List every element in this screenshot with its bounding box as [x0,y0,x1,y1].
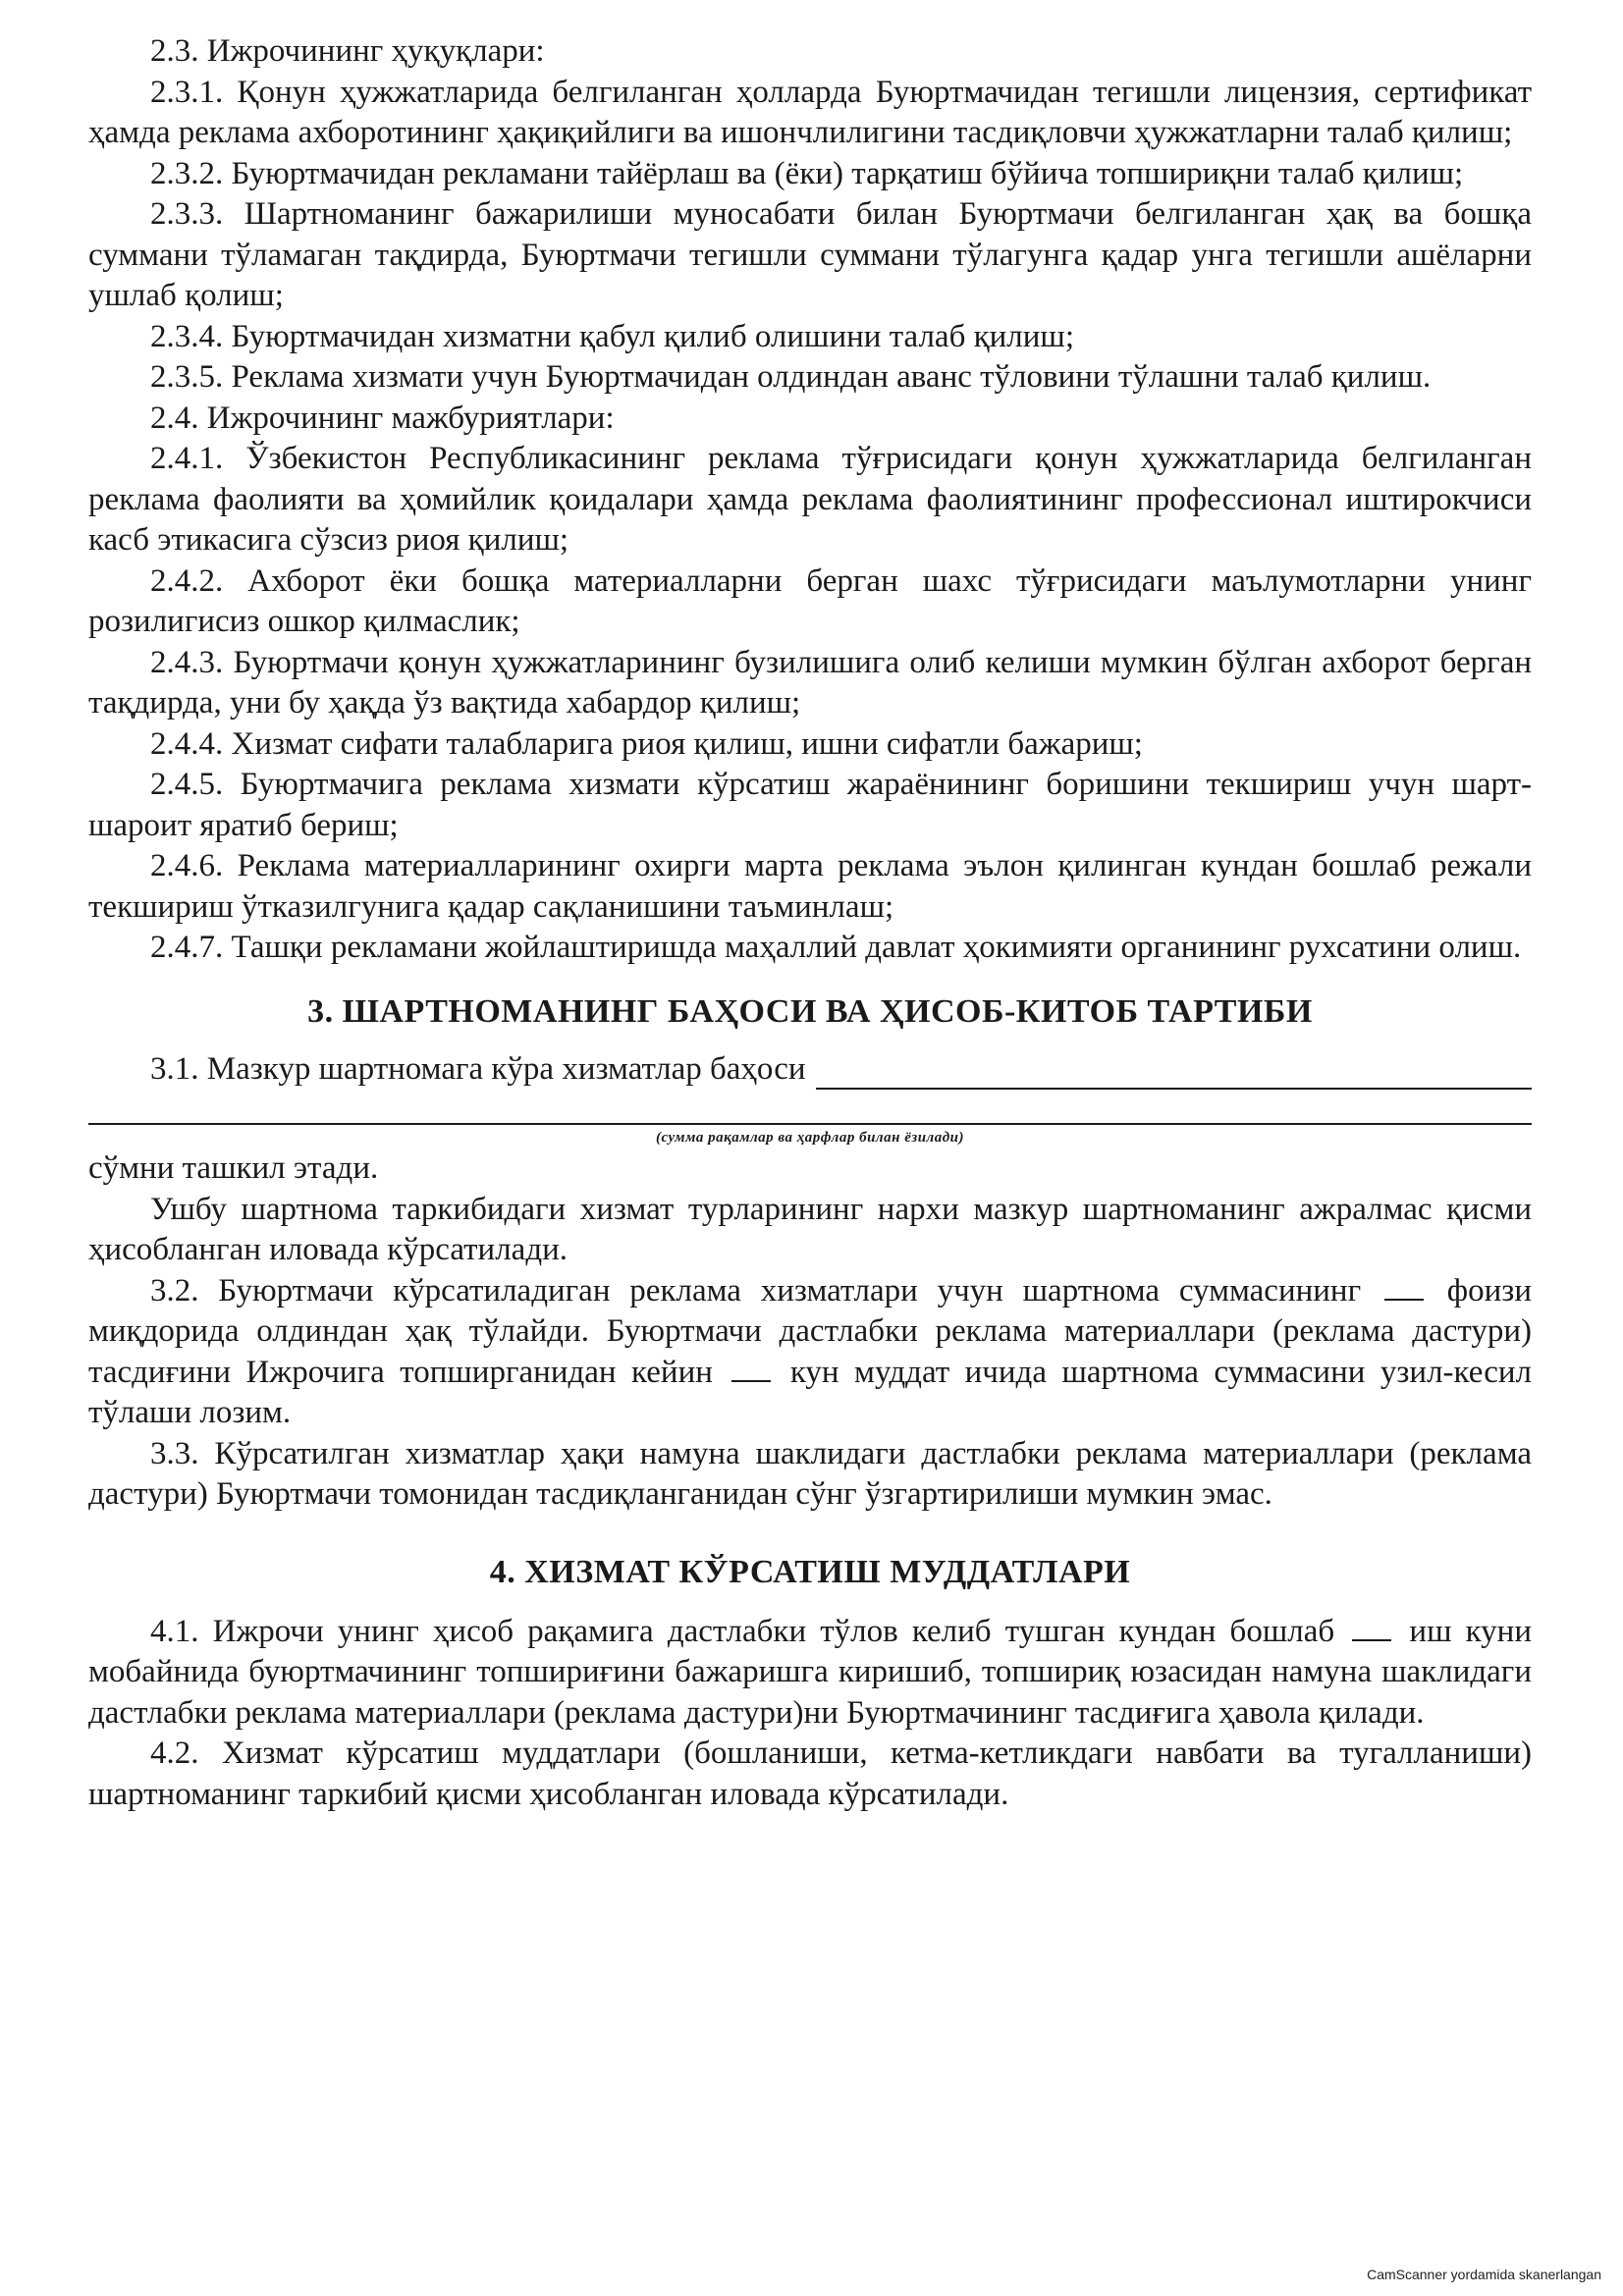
clause-2-4: 2.4. Ижрочининг мажбуриятлари: [150,400,615,436]
percent-blank [1384,1273,1424,1301]
document-body [88,31,1532,1815]
scanner-watermark: CamScanner yordamida skanerlangan [1367,2267,1601,2282]
clause-2-3-1: 2.3.1. Қонун ҳужжатларида белгиланган ҳолларда Буюртмачидан тегишли лицензия, сертификат ҳамда реклама ахборотининг ҳақиқийлиги ва ишончлилигини тасдиқловчи ҳужжатларни талаб қилиш; [88,74,1532,150]
section-3-heading: 3. ШАРТНОМАНИНГ БАҲОСИ ВА ҲИСОБ-КИТОБ ТАРТИБИ [307,992,1313,1030]
clause-2-3-4: 2.3.4. Буюртмачидан хизматни қабул қилиб олишини талаб қилиш; [150,318,1075,354]
clause-2-4-5: 2.4.5. Буюртмачига реклама хизмати кўрсатиш жараёнининг боришини текшириш учун шарт-шароит яратиб бериш; [88,767,1532,843]
clause-4-1-part-b: иш куни мобайнида буюртмачининг топшириғини бажаришга киришиб, топшириқ юзасидан намуна шаклидаги дастлабки реклама материаллари (реклама дастури)ни Буюртмачининг тасдиғига ҳавола қилади. [88,1613,1532,1731]
clause-3-1-lead: 3.1. Мазкур шартномага кўра хизматлар баҳоси [150,1050,806,1087]
days-blank [731,1355,771,1382]
section-4-heading: 4. ХИЗМАТ КЎРСАТИШ МУДДАТЛАРИ [489,1553,1131,1590]
clause-4-2: 4.2. Хизмат кўрсатиш муддатлари (бошланиши, кетма-кетликдаги навбати ва тугалланиши) шартноманинг таркибий қисми ҳисобланган иловада кўрсатилади. [88,1735,1532,1812]
clause-3-1-tail: сўмни ташкил этади. [88,1150,379,1186]
clause-4-1 [88,1612,1532,1735]
clause-2-4-7: 2.4.7. Ташқи рекламани жойлаштиришда маҳаллий давлат ҳокимияти органининг рухсатини олиш. [150,930,1522,965]
clause-2-3-5: 2.3.5. Реклама хизмати учун Буюртмачидан олдиндан аванс тўловини тўлашни талаб қилиш. [150,359,1432,395]
clause-2-3-2: 2.3.2. Буюртмачидан рекламани тайёрлаш ва (ёки) тарқатиш бўйича топшириқни талаб қилиш; [150,155,1464,191]
clause-2-4-2: 2.4.2. Ахборот ёки бошқа материалларни берган шахс тўғрисидаги маълумотларни унинг розилигисиз ошкор қилмаслик; [88,562,1532,639]
clause-2-4-1: 2.4.1. Ўзбекистон Республикасининг реклама тўғрисидаги қонун ҳужжатларида белгиланган реклама фаолияти ва ҳомийлик қоидалари ҳамда реклама фаолиятининг профессионал иштирокчиси касб этикасига сўзсиз риоя қилиш; [88,441,1532,558]
workdays-blank [1352,1614,1391,1641]
clause-3-1-line [88,1049,1532,1091]
clause-3-2-part-b: фоизи миқдорида олдиндан ҳақ тўлайди. Буюртмачи дастлабки реклама материаллари (реклама дастури) тасдиғини Ижрочига топширганидан кейин [88,1272,1532,1390]
clause-4-1-part-a: 4.1. Ижрочи унинг ҳисоб рақамига дастлабки тўлов келиб тушган кундан бошлаб [150,1613,1335,1649]
clause-2-4-3: 2.4.3. Буюртмачи қонун ҳужжатларининг бузилишига олиб келиши мумкин бўлган ахборот берган тақдирда, уни бу ҳақда ўз вақтида хабардор қилиш; [88,644,1532,721]
clause-2-3-3: 2.3.3. Шартноманинг бажарилиши муносабати билан Буюртмачи белгиланган ҳақ ва бошқа суммани тўламаган тақдирда, Буюртмачи тегишли суммани тўлагунга қадар унга тегишли ашёларни ушлаб қолиш; [88,196,1532,313]
clause-3-1-b: Ушбу шартнома таркибидаги хизмат турларининг нархи мазкур шартноманинг ажралмас қисми ҳисобланган иловада кўрсатилади. [88,1191,1532,1267]
price-blank-note: (сумма рақамлар ва ҳарфлар билан ёзилади) [655,1130,965,1146]
clause-2-3: 2.3. Ижрочининг ҳуқуқлари: [150,33,545,69]
clause-2-4-6: 2.4.6. Реклама материалларининг охирги марта реклама эълон қилинган кундан бошлаб режали текшириш ўтказилгунига қадар сақланишини таъминлаш; [88,848,1532,925]
price-blank-full-line [88,1090,1532,1125]
price-blank-line [816,1058,1532,1090]
clause-3-2-part-a: 3.2. Буюртмачи кўрсатиладиган реклама хизматлари учун шартнома суммасининг [150,1272,1362,1308]
clause-3-3: 3.3. Кўрсатилган хизматлар ҳақи намуна шаклидаги дастлабки реклама материаллари (реклама дастури) Буюртмачи томонидан тасдиқланганидан сўнг ўзгартирилиши мумкин эмас. [88,1435,1532,1512]
clause-3-2 [88,1271,1532,1434]
clause-2-4-4: 2.4.4. Хизмат сифати талабларига риоя қилиш, ишни сифатли бажариш; [150,725,1143,762]
clause-3-2-part-c: кун муддат ичида шартнома суммасини узил-кесил тўлаши лозим. [88,1354,1532,1430]
